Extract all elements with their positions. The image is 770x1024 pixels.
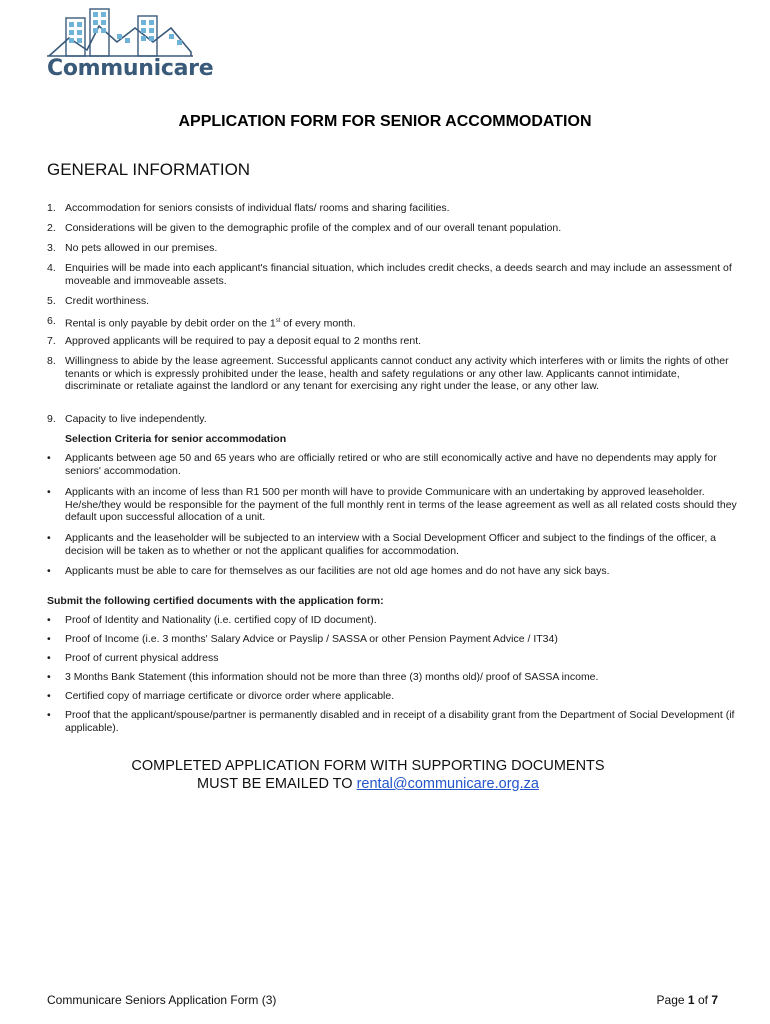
item-text: Applicants between age 50 and 65 years who are officially retired or who are still economically active and have no dependents may apply for seniors' accommodation.	[65, 452, 717, 477]
item-text: Proof of Identity and Nationality (i.e. certified copy of ID document).	[65, 614, 377, 626]
criteria-item	[47, 532, 737, 557]
bullet: •	[47, 709, 51, 721]
item-text: Willingness to abide by the lease agreement. Successful applicants cannot conduct any activity which interferes with or limits the rights of other tenants or which is expressly prohibited under the lease, health and safety regulations or any other law. Applicants cannot intimidate, discriminate or retaliate against the landlord or any tenant for exercising any right under the lease, or any other law.	[65, 355, 729, 392]
item-text: Approved applicants will be required to pay a deposit equal to 2 months rent.	[65, 335, 422, 347]
document-title: APPLICATION FORM FOR SENIOR ACCOMMODATION	[178, 113, 592, 130]
item-text: Proof that the applicant/spouse/partner is permanently disabled and in receipt of a disability grant from the Department of Social Development (if applicable).	[65, 709, 735, 734]
item-number: 4.	[47, 262, 56, 274]
item-text: Accommodation for seniors consists of individual flats/ rooms and sharing facilities.	[65, 202, 450, 214]
bullet: •	[47, 452, 51, 464]
document-item	[47, 671, 737, 684]
criteria-item	[47, 486, 737, 524]
item-number: 1.	[47, 202, 56, 214]
list-item	[47, 315, 737, 330]
list-item	[47, 335, 737, 348]
document-item	[47, 614, 737, 627]
item-text: Applicants with an income of less than R1 500 per month will have to provide Communicare with an undertaking by approved leaseholder. He/she/they would be responsible for the payment of the full monthly rent in terms of the lease agreement as well as all related costs should they default upon successful allocation of a unit.	[65, 486, 737, 523]
page-indicator: Page 1 of 7	[656, 993, 718, 1007]
list-item	[47, 202, 737, 215]
document-item	[47, 633, 737, 646]
communicare-logo	[47, 8, 214, 81]
document-item	[47, 652, 737, 665]
item-text: Proof of Income (i.e. 3 months' Salary Advice or Payslip / SASSA or other Pension Payment Advice / IT34)	[65, 633, 558, 645]
item-number: 6.	[47, 315, 56, 327]
footer-form-name: Communicare Seniors Application Form (3)	[47, 993, 277, 1007]
submission-instruction	[0, 757, 736, 793]
item-text: Applicants must be able to care for themselves as our facilities are not old age homes and do not have any sick bays.	[65, 565, 610, 577]
item-text: Proof of current physical address	[65, 652, 219, 664]
documents-heading: Submit the following certified documents with the application form:	[47, 595, 384, 607]
list-item	[47, 242, 737, 255]
email-link[interactable]: rental@communicare.org.za	[356, 776, 539, 792]
bullet: •	[47, 652, 51, 664]
item-text: Considerations will be given to the demographic profile of the complex and of our overall tenant population.	[65, 222, 562, 234]
list-item	[47, 355, 737, 393]
item-text: Rental is only payable by debit order on the 1st of every month.	[65, 317, 356, 330]
item-number: 2.	[47, 222, 56, 234]
bullet: •	[47, 633, 51, 645]
item-number: 9.	[47, 413, 56, 425]
list-item	[47, 295, 737, 308]
bullet: •	[47, 671, 51, 683]
selection-criteria-heading: Selection Criteria for senior accommodation	[65, 433, 287, 445]
item-number: 8.	[47, 355, 56, 367]
list-item	[47, 262, 737, 287]
cta-line-2: MUST BE EMAILED TO rental@communicare.org.za	[197, 776, 539, 792]
item-text: Certified copy of marriage certificate or divorce order where applicable.	[65, 690, 395, 702]
item-number: 3.	[47, 242, 56, 254]
cta-line-1: COMPLETED APPLICATION FORM WITH SUPPORTING DOCUMENTS	[131, 758, 605, 774]
list-item	[47, 222, 737, 235]
item-text: 3 Months Bank Statement (this information should not be more than three (3) months old)/ proof of SASSA income.	[65, 671, 599, 683]
item-number: 5.	[47, 295, 56, 307]
document-item	[47, 709, 737, 734]
document-item	[47, 690, 737, 703]
bullet: •	[47, 486, 51, 498]
item-text: Credit worthiness.	[65, 295, 150, 307]
general-information-heading: GENERAL INFORMATION	[47, 160, 251, 179]
bullet: •	[47, 532, 51, 544]
criteria-item	[47, 452, 737, 477]
item-text: Capacity to live independently.	[65, 413, 207, 425]
bullet: •	[47, 565, 51, 577]
list-item	[47, 413, 737, 426]
item-number: 7.	[47, 335, 56, 347]
item-text: No pets allowed in our premises.	[65, 242, 218, 254]
item-text: Applicants and the leaseholder will be subjected to an interview with a Social Development Officer and subject to the findings of the officer, a decision will be taken as to whether or not the applicant qualifies for accommodation.	[65, 532, 716, 557]
bullet: •	[47, 690, 51, 702]
bullet: •	[47, 614, 51, 626]
buildings-icon	[47, 8, 193, 58]
item-text: Enquiries will be made into each applicant's financial situation, which includes credit checks, a deeds search and may include an assessment of moveable and immoveable assets.	[65, 262, 732, 287]
logo-wordmark: Communicare	[47, 56, 214, 81]
criteria-item	[47, 565, 737, 578]
